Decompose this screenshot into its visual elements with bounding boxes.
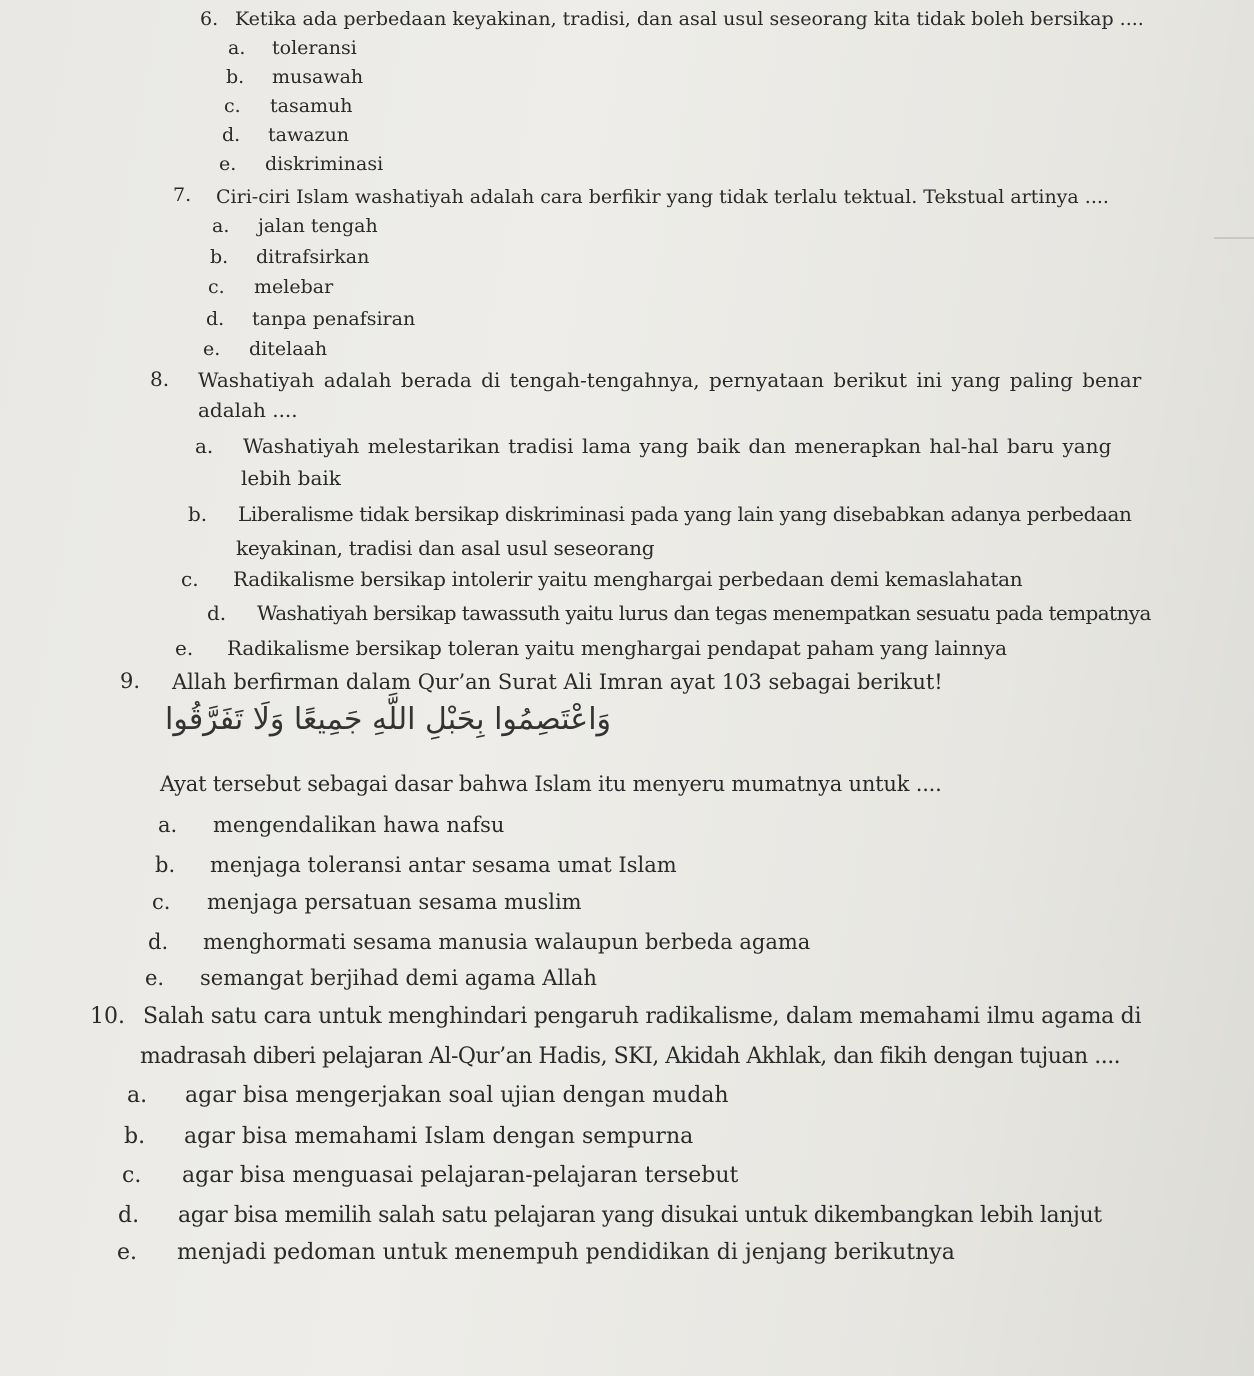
option-letter: a. xyxy=(228,37,246,59)
question-number: 9. xyxy=(120,669,141,693)
question-number: 8. xyxy=(150,367,170,391)
option-letter: a. xyxy=(127,1083,148,1108)
question-stem: Allah berfirman dalam Qur’an Surat Ali Imran ayat 103 sebagai berikut! xyxy=(172,670,943,694)
question-number: 10. xyxy=(90,1004,125,1029)
option-letter: a. xyxy=(195,434,214,458)
option-a[interactable] xyxy=(228,37,357,59)
option-a[interactable] xyxy=(158,813,504,837)
option-e[interactable] xyxy=(145,966,597,990)
option-text: tawazun xyxy=(268,124,350,146)
page-edge-divider xyxy=(1214,237,1254,239)
option-d[interactable] xyxy=(206,308,415,330)
quran-verse-arabic: وَاعْتَصِمُوا بِحَبْلِ اللَّهِ جَمِيعًا وَلَا تَفَرَّقُوا xyxy=(165,702,612,737)
option-text: mengendalikan hawa nafsu xyxy=(213,813,505,837)
option-b[interactable] xyxy=(210,246,369,268)
option-text: menghormati sesama manusia walaupun berbeda agama xyxy=(203,930,811,954)
option-text: Washatiyah bersikap tawassuth yaitu lurus dan tegas menempatkan sesuatu pada tempatnya xyxy=(257,601,1151,625)
option-text: Radikalisme bersikap intolerir yaitu menghargai perbedaan demi kemaslahatan xyxy=(233,567,1023,591)
option-text: Washatiyah melestarikan tradisi lama yang baik dan menerapkan hal-hal baru yang xyxy=(243,434,1112,458)
question-stem: Ketika ada perbedaan keyakinan, tradisi, dan asal usul seseorang kita tidak boleh bersikap .... xyxy=(235,8,1144,30)
option-letter: d. xyxy=(118,1203,140,1228)
option-text: Liberalisme tidak bersikap diskriminasi pada yang lain yang disebabkan adanya perbedaan xyxy=(238,502,1132,526)
option-c[interactable] xyxy=(122,1163,738,1188)
option-letter: e. xyxy=(145,966,165,990)
option-letter: b. xyxy=(226,66,245,88)
option-c[interactable] xyxy=(181,567,1022,591)
option-a[interactable] xyxy=(195,434,1111,458)
option-a[interactable] xyxy=(127,1083,729,1108)
option-text: ditelaah xyxy=(249,338,328,360)
option-text: agar bisa mengerjakan soal ujian dengan mudah xyxy=(185,1083,729,1108)
question-follow-text: Ayat tersebut sebagai dasar bahwa Islam itu menyeru mumatnya untuk .... xyxy=(160,772,942,796)
option-text: jalan tengah xyxy=(258,215,378,237)
option-text: Radikalisme bersikap toleran yaitu menghargai pendapat paham yang lainnya xyxy=(227,636,1007,660)
option-letter: c. xyxy=(152,890,171,914)
option-text: agar bisa memahami Islam dengan sempurna xyxy=(184,1124,694,1149)
question-stem-line-2: adalah .... xyxy=(198,398,298,422)
option-e[interactable] xyxy=(175,636,1007,660)
option-letter: d. xyxy=(148,930,169,954)
option-text: menjaga persatuan sesama muslim xyxy=(207,890,582,914)
option-letter: b. xyxy=(124,1124,146,1149)
question-stem: Salah satu cara untuk menghindari pengaruh radikalisme, dalam memahami ilmu agama di xyxy=(143,1004,1142,1029)
option-b[interactable] xyxy=(226,66,363,88)
option-letter: c. xyxy=(181,567,199,591)
option-c[interactable] xyxy=(224,95,353,117)
question-stem: Ciri-ciri Islam washatiyah adalah cara berfikir yang tidak terlalu tektual. Tekstual artinya .... xyxy=(216,186,1109,208)
option-c[interactable] xyxy=(208,276,333,298)
option-letter: c. xyxy=(208,276,225,298)
option-text: agar bisa menguasai pelajaran-pelajaran tersebut xyxy=(182,1163,739,1188)
option-text: diskriminasi xyxy=(265,153,384,175)
question-stem: Washatiyah adalah berada di tengah-tengahnya, pernyataan berikut ini yang paling benar xyxy=(198,368,1142,392)
option-letter: b. xyxy=(210,246,229,268)
option-text: menjadi pedoman untuk menempuh pendidikan di jenjang berikutnya xyxy=(177,1240,955,1265)
option-d[interactable] xyxy=(118,1203,1102,1228)
option-a[interactable] xyxy=(212,215,378,237)
option-text: melebar xyxy=(254,276,334,298)
option-e[interactable] xyxy=(219,153,383,175)
option-text: toleransi xyxy=(272,37,357,59)
option-b[interactable] xyxy=(155,853,677,877)
option-text: ditrafsirkan xyxy=(256,246,370,268)
option-text: menjaga toleransi antar sesama umat Islam xyxy=(210,853,677,877)
option-letter: c. xyxy=(122,1163,142,1188)
option-text: tanpa penafsiran xyxy=(252,308,416,330)
option-d[interactable] xyxy=(148,930,810,954)
option-letter: a. xyxy=(158,813,178,837)
option-e[interactable] xyxy=(117,1240,955,1265)
option-c[interactable] xyxy=(152,890,582,914)
option-letter: e. xyxy=(219,153,237,175)
question-stem-line-2: madrasah diberi pelajaran Al-Qur’an Hadis, SKI, Akidah Akhlak, dan fikih dengan tujuan .... xyxy=(140,1044,1121,1069)
option-a-line-2: lebih baik xyxy=(241,466,341,490)
question-number: 6. xyxy=(200,8,219,30)
option-b-line-2: keyakinan, tradisi dan asal usul seseorang xyxy=(236,536,655,560)
option-text: semangat berjihad demi agama Allah xyxy=(200,966,597,990)
option-b[interactable] xyxy=(188,502,1132,526)
option-text: musawah xyxy=(272,66,364,88)
option-letter: b. xyxy=(188,502,208,526)
option-letter: e. xyxy=(175,636,194,660)
option-text: tasamuh xyxy=(270,95,353,117)
option-b[interactable] xyxy=(124,1124,693,1149)
option-letter: e. xyxy=(203,338,221,360)
option-letter: d. xyxy=(206,308,225,330)
option-e[interactable] xyxy=(203,338,327,360)
option-letter: e. xyxy=(117,1240,138,1265)
option-letter: c. xyxy=(224,95,241,117)
question-number: 7. xyxy=(173,184,192,206)
option-d[interactable] xyxy=(207,601,1151,625)
option-letter: d. xyxy=(207,601,227,625)
option-letter: d. xyxy=(222,124,241,146)
option-letter: b. xyxy=(155,853,176,877)
option-d[interactable] xyxy=(222,124,349,146)
option-letter: a. xyxy=(212,215,230,237)
option-text: agar bisa memilih salah satu pelajaran yang disukai untuk dikembangkan lebih lanjut xyxy=(178,1203,1102,1228)
